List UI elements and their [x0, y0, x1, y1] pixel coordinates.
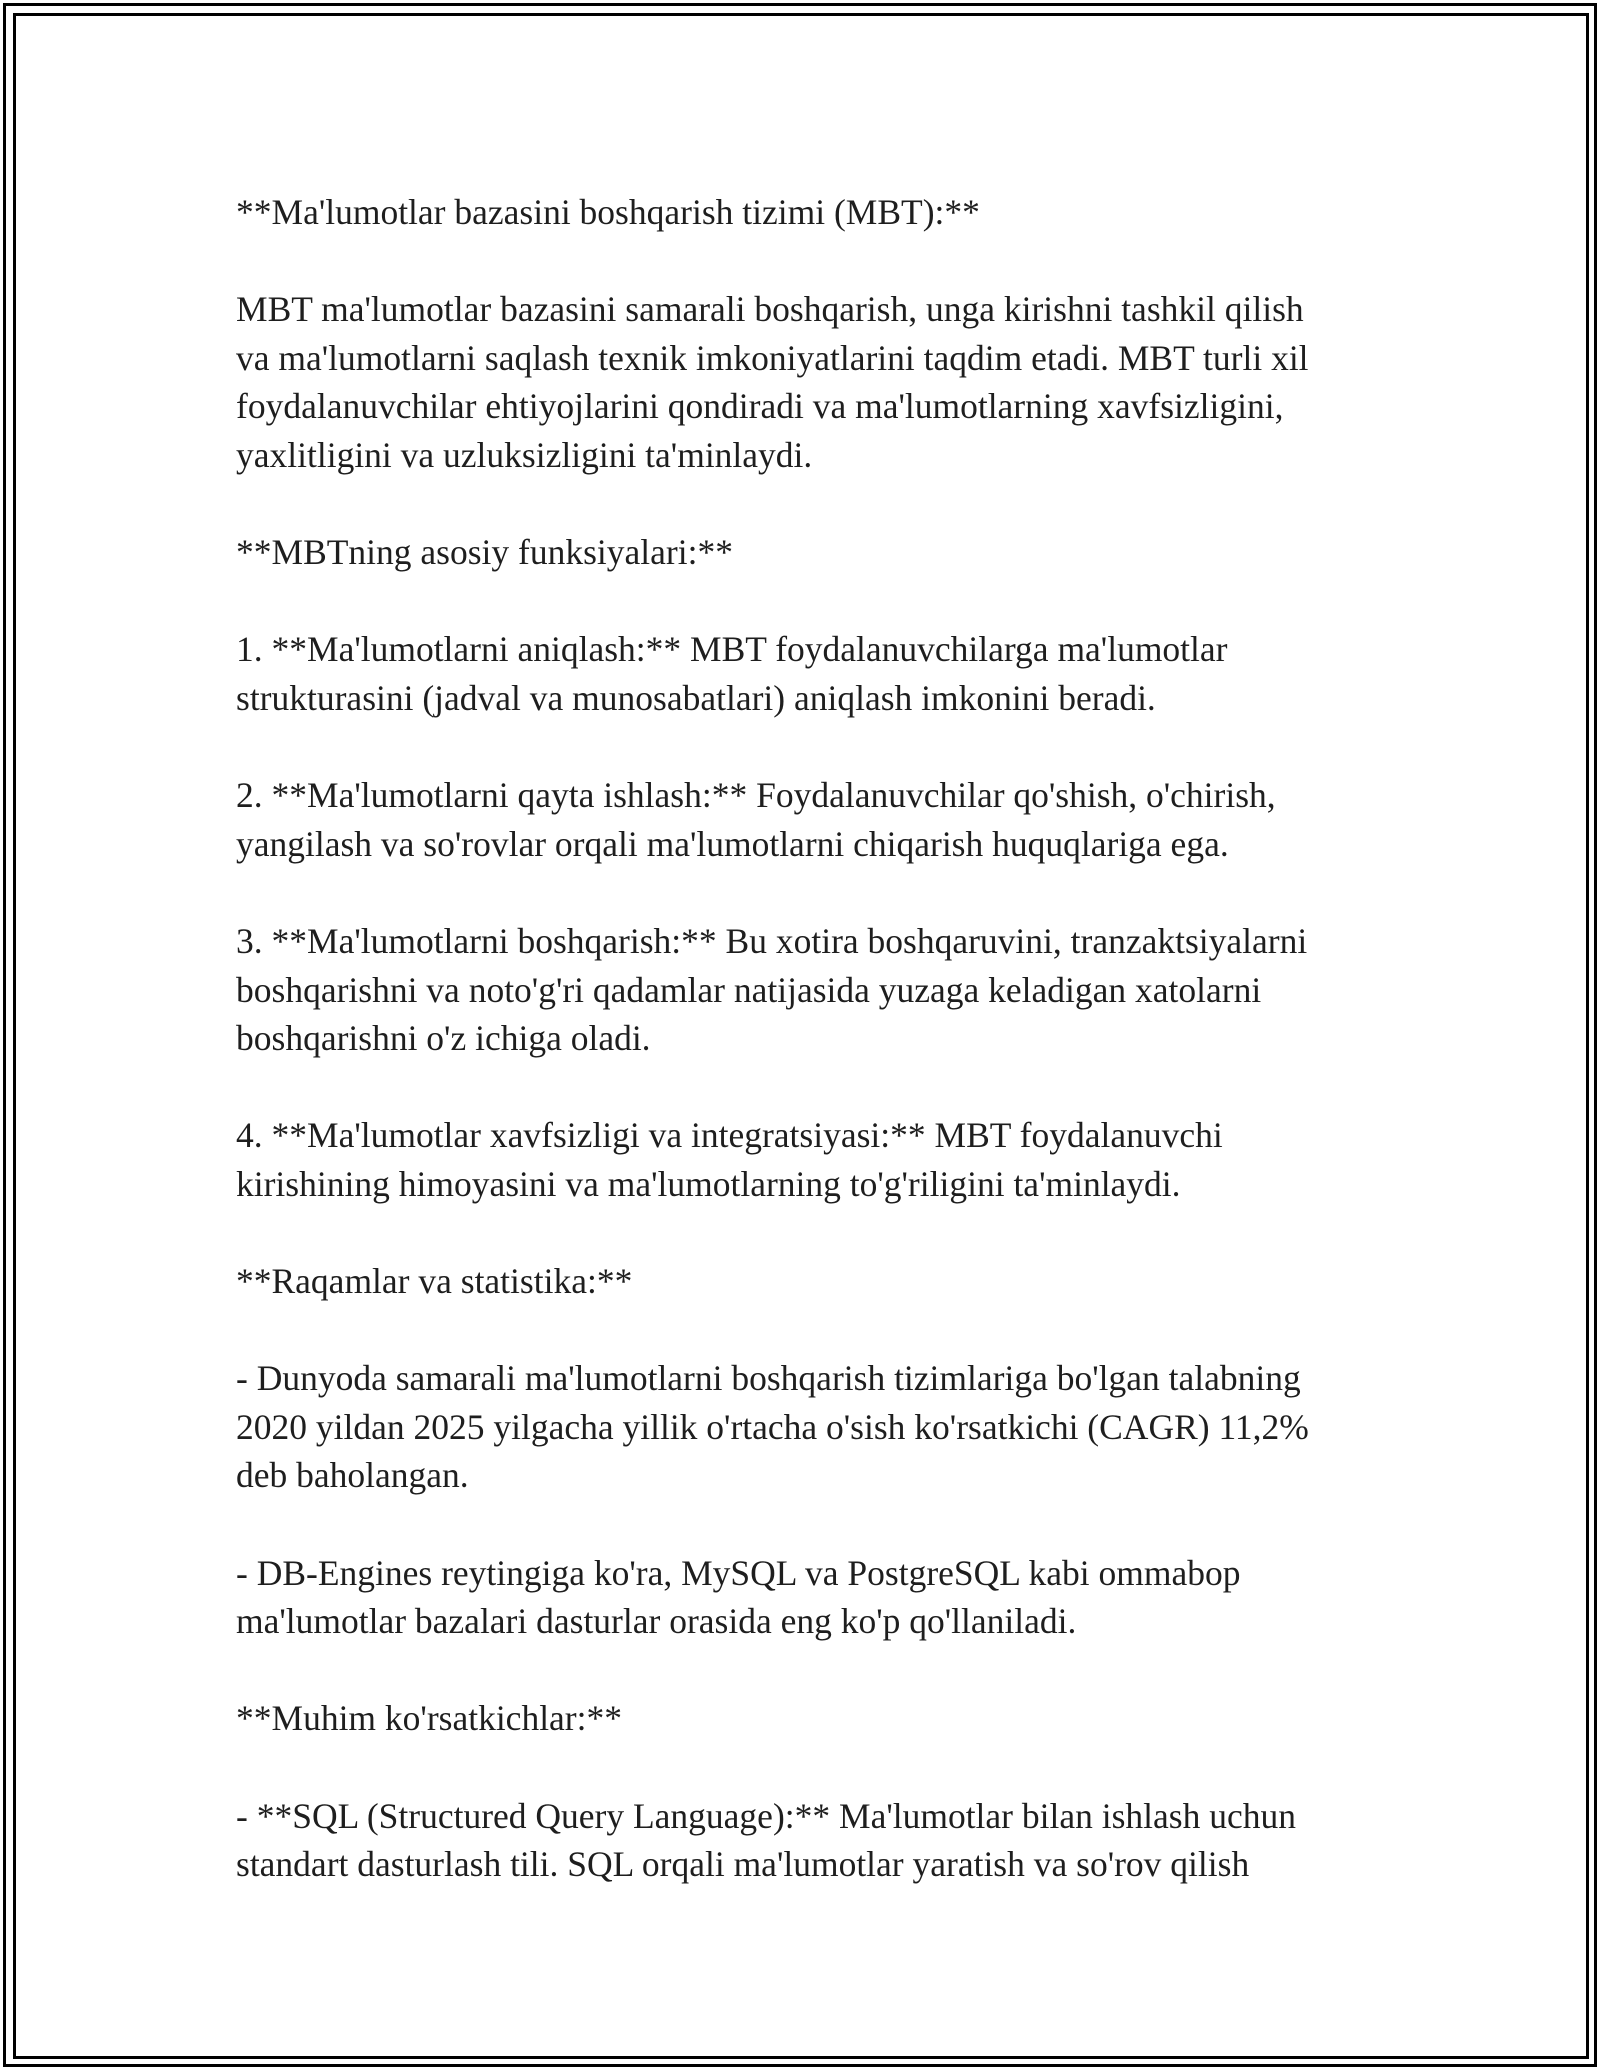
- list-item-1: 1. **Ma'lumotlarni aniqlash:** MBT foydalanuvchilarga ma'lumotlar strukturasini (jadval va munosabatlari) aniqlash imkonini beradi.: [236, 629, 1228, 718]
- heading-statistics: **Raqamlar va statistika:**: [236, 1261, 633, 1302]
- document-body: [236, 188, 1366, 1889]
- heading-mbt: **Ma'lumotlar bazasini boshqarish tizimi (MBT):**: [236, 192, 980, 232]
- list-item-3: 3. **Ma'lumotlarni boshqarish:** Bu xotira boshqaruvini, tranzaktsiyalarni boshqarishni va noto'g'ri qadamlar natijasida yuzaga keladigan xatolarni boshqarishni o'z ichiga oladi.: [236, 920, 1308, 1059]
- paragraph-mbt-intro: MBT ma'lumotlar bazasini samarali boshqarish, unga kirishni tashkil qilish va ma'lumotlarni saqlash texnik imkoniyatlarini taqdim etadi. MBT turli xil foydalanuvchilar ehtiyojlarini qondiradi va ma'lumotlarning xavfsizligini, yaxlitligini va uzluksizligini ta'minlaydi.: [236, 289, 1309, 475]
- list-item-2: 2. **Ma'lumotlarni qayta ishlash:** Foydalanuvchilar qo'shish, o'chirish, yangilash va so'rovlar orqali ma'lumotlarni chiqarish huquqlariga ega.: [236, 775, 1276, 864]
- heading-key-indicators: **Muhim ko'rsatkichlar:**: [236, 1698, 622, 1739]
- bullet-cagr: - Dunyoda samarali ma'lumotlarni boshqarish tizimlariga bo'lgan talabning 2020 yildan 2025 yilgacha yillik o'rtacha o'sish ko'rsatkichi (CAGR) 11,2% deb baholangan.: [236, 1358, 1309, 1496]
- bullet-sql: - **SQL (Structured Query Language):** Ma'lumotlar bilan ishlash uchun standart dasturlash tili. SQL orqali ma'lumotlar yaratish va so'rov qilish: [236, 1795, 1296, 1885]
- bullet-db-engines: - DB-Engines reytingiga ko'ra, MySQL va PostgreSQL kabi ommabop ma'lumotlar bazalari dasturlar orasida eng ko'p qo'llaniladi.: [236, 1552, 1241, 1642]
- list-item-4: 4. **Ma'lumotlar xavfsizligi va integratsiyasi:** MBT foydalanuvchi kirishining himoyasini va ma'lumotlarning to'g'riligini ta'minlaydi.: [236, 1115, 1223, 1204]
- heading-main-functions: **MBTning asosiy funksiyalari:**: [236, 532, 733, 573]
